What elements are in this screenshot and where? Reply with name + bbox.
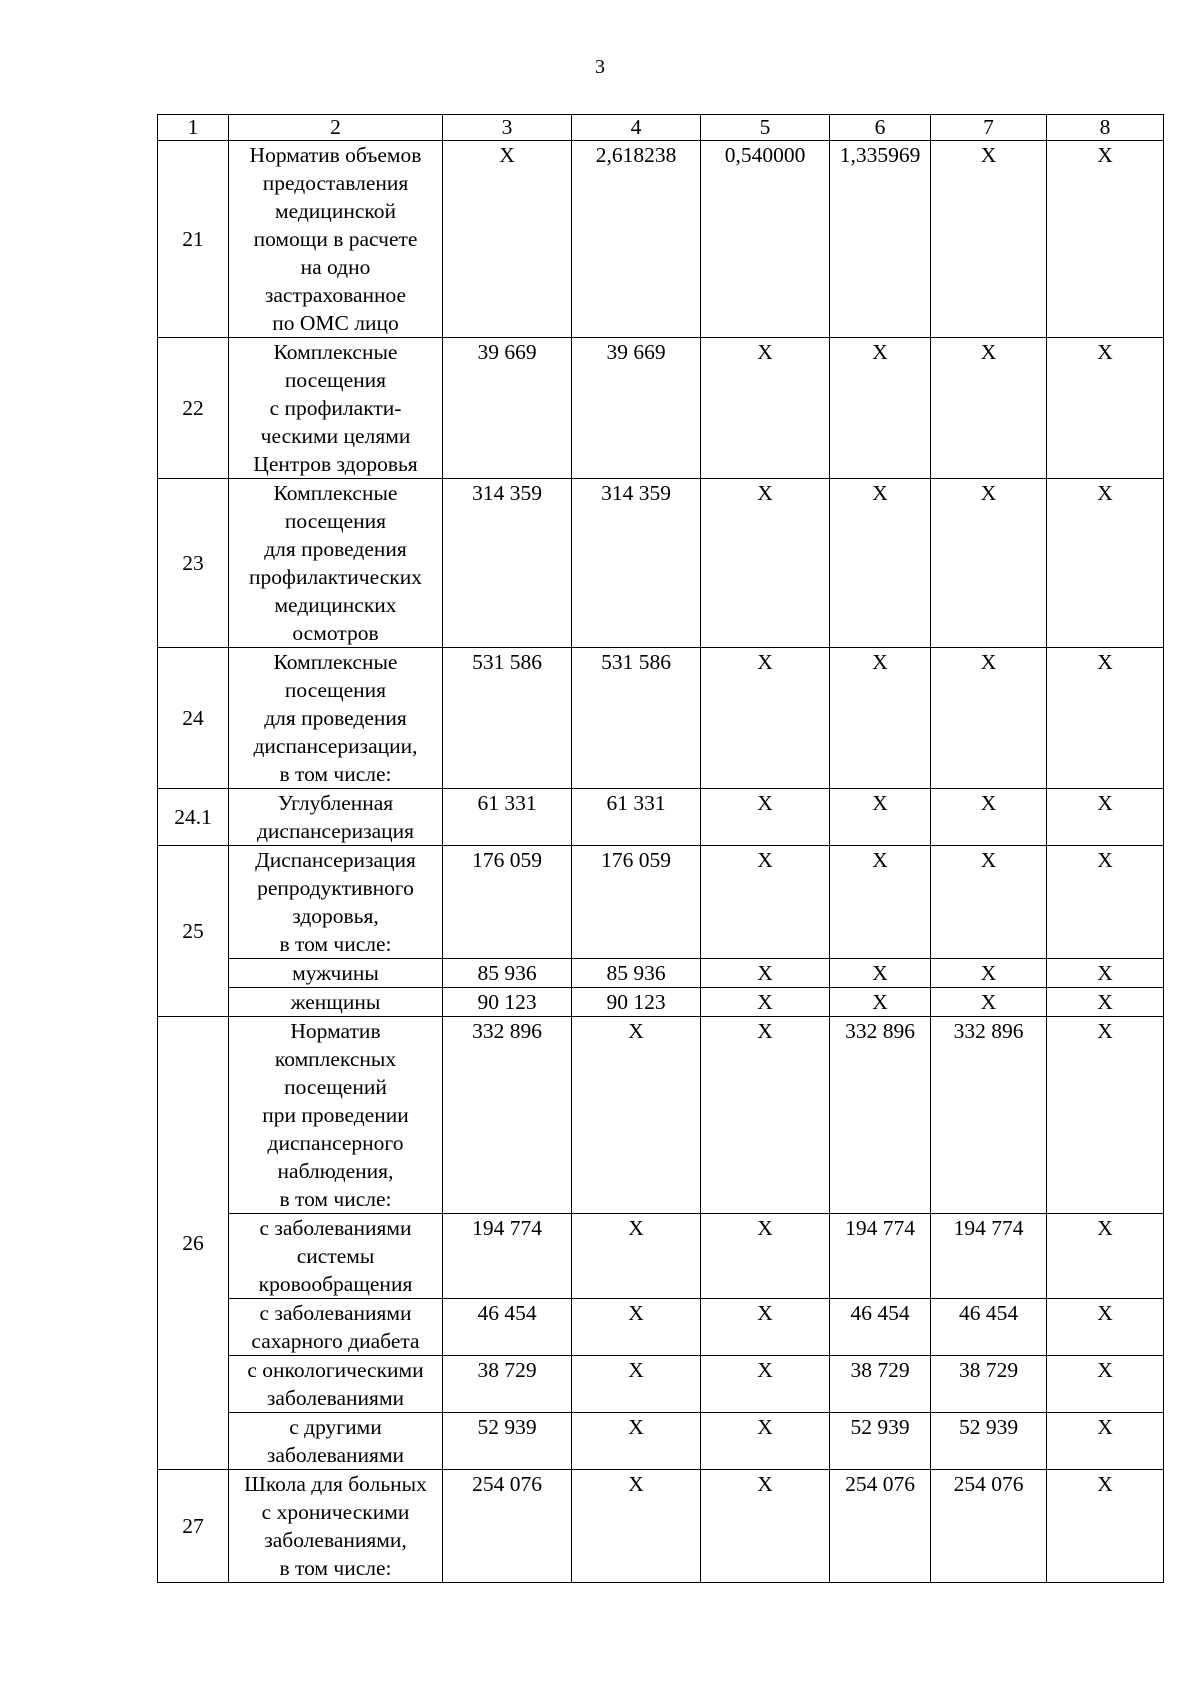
value-cell: X — [701, 1299, 830, 1356]
value-cell: 46 454 — [830, 1299, 931, 1356]
row-name: Норматив объемов предоставления медицинской помощи в расчете на одно застрахованное по ОМС лицо — [229, 141, 443, 338]
value-cell: X — [701, 1413, 830, 1470]
header-row — [158, 115, 1164, 141]
row-name: Диспансеризация репродуктивного здоровья, в том числе: — [229, 846, 443, 959]
value-cell: X — [1047, 648, 1164, 789]
value-cell: X — [931, 479, 1047, 648]
row-number: 24.1 — [158, 789, 229, 846]
table-row — [158, 1299, 1164, 1356]
value-cell: X — [1047, 959, 1164, 988]
value-cell: 85 936 — [572, 959, 701, 988]
row-name: Комплексные посещения для проведения диспансеризации, в том числе: — [229, 648, 443, 789]
header-cell: 2 — [229, 115, 443, 141]
row-number: 24 — [158, 648, 229, 789]
value-cell: X — [1047, 1299, 1164, 1356]
page-number: 3 — [595, 56, 605, 78]
value-cell: X — [701, 1356, 830, 1413]
value-cell: X — [931, 141, 1047, 338]
row-number: 25 — [158, 846, 229, 1017]
value-cell: 52 939 — [931, 1413, 1047, 1470]
value-cell: X — [931, 988, 1047, 1017]
value-cell: 332 896 — [931, 1017, 1047, 1214]
value-cell: 254 076 — [443, 1470, 572, 1583]
table-row — [158, 338, 1164, 479]
value-cell: 85 936 — [443, 959, 572, 988]
value-cell: X — [701, 648, 830, 789]
row-name: с онкологическими заболеваниями — [229, 1356, 443, 1413]
row-number: 27 — [158, 1470, 229, 1583]
table-row — [158, 141, 1164, 338]
header-cell: 8 — [1047, 115, 1164, 141]
value-cell: X — [701, 479, 830, 648]
value-cell: X — [1047, 1413, 1164, 1470]
value-cell: X — [701, 338, 830, 479]
header-cell: 7 — [931, 115, 1047, 141]
value-cell: 52 939 — [443, 1413, 572, 1470]
row-name: Комплексные посещения с профилакти- ческими целями Центров здоровья — [229, 338, 443, 479]
value-cell: X — [701, 1470, 830, 1583]
table-row — [158, 789, 1164, 846]
table-row — [158, 1356, 1164, 1413]
header-cell: 3 — [443, 115, 572, 141]
table-row — [158, 959, 1164, 988]
value-cell: 2,618238 — [572, 141, 701, 338]
value-cell: X — [572, 1299, 701, 1356]
value-cell: 0,540000 — [701, 141, 830, 338]
value-cell: X — [572, 1214, 701, 1299]
value-cell: 531 586 — [443, 648, 572, 789]
value-cell: 194 774 — [931, 1214, 1047, 1299]
value-cell: X — [830, 988, 931, 1017]
row-number: 23 — [158, 479, 229, 648]
value-cell: 39 669 — [443, 338, 572, 479]
value-cell: 39 669 — [572, 338, 701, 479]
table-row — [158, 1470, 1164, 1583]
table-row — [158, 1017, 1164, 1214]
value-cell: 38 729 — [443, 1356, 572, 1413]
value-cell: X — [931, 846, 1047, 959]
row-name: мужчины — [229, 959, 443, 988]
value-cell: X — [701, 988, 830, 1017]
value-cell: 332 896 — [443, 1017, 572, 1214]
value-cell: X — [1047, 1214, 1164, 1299]
table-row — [158, 846, 1164, 959]
value-cell: 52 939 — [830, 1413, 931, 1470]
value-cell: 194 774 — [830, 1214, 931, 1299]
value-cell: X — [572, 1413, 701, 1470]
table-row — [158, 1214, 1164, 1299]
row-number: 21 — [158, 141, 229, 338]
table-row — [158, 648, 1164, 789]
value-cell: 46 454 — [931, 1299, 1047, 1356]
value-cell: X — [830, 846, 931, 959]
value-cell: X — [1047, 1356, 1164, 1413]
value-cell: X — [701, 959, 830, 988]
value-cell: 176 059 — [572, 846, 701, 959]
value-cell: 254 076 — [830, 1470, 931, 1583]
value-cell: X — [1047, 789, 1164, 846]
value-cell: 90 123 — [572, 988, 701, 1017]
table-row — [158, 988, 1164, 1017]
value-cell: X — [701, 1017, 830, 1214]
row-name: с заболеваниями сахарного диабета — [229, 1299, 443, 1356]
value-cell: X — [830, 479, 931, 648]
value-cell: X — [830, 338, 931, 479]
row-name: женщины — [229, 988, 443, 1017]
header-cell: 5 — [701, 115, 830, 141]
norms-table — [157, 114, 1164, 1583]
value-cell: X — [931, 959, 1047, 988]
row-name: с заболеваниями системы кровообращения — [229, 1214, 443, 1299]
value-cell: 314 359 — [443, 479, 572, 648]
value-cell: X — [572, 1017, 701, 1214]
value-cell: 46 454 — [443, 1299, 572, 1356]
value-cell: X — [1047, 141, 1164, 338]
value-cell: 194 774 — [443, 1214, 572, 1299]
value-cell: X — [830, 959, 931, 988]
value-cell: X — [931, 648, 1047, 789]
value-cell: X — [1047, 1470, 1164, 1583]
value-cell: 254 076 — [931, 1470, 1047, 1583]
value-cell: 90 123 — [443, 988, 572, 1017]
value-cell: X — [830, 789, 931, 846]
value-cell: X — [931, 789, 1047, 846]
row-name: Комплексные посещения для проведения профилактических медицинских осмотров — [229, 479, 443, 648]
value-cell: 38 729 — [830, 1356, 931, 1413]
value-cell: X — [701, 846, 830, 959]
value-cell: X — [443, 141, 572, 338]
table-row — [158, 1413, 1164, 1470]
value-cell: X — [1047, 338, 1164, 479]
value-cell: X — [572, 1470, 701, 1583]
value-cell: 332 896 — [830, 1017, 931, 1214]
value-cell: 1,335969 — [830, 141, 931, 338]
value-cell: X — [830, 648, 931, 789]
row-name: Углубленная диспансеризация — [229, 789, 443, 846]
value-cell: 38 729 — [931, 1356, 1047, 1413]
value-cell: X — [1047, 479, 1164, 648]
value-cell: 176 059 — [443, 846, 572, 959]
row-name: Школа для больных с хроническими заболеваниями, в том числе: — [229, 1470, 443, 1583]
value-cell: X — [1047, 988, 1164, 1017]
row-name: с другими заболеваниями — [229, 1413, 443, 1470]
value-cell: X — [701, 1214, 830, 1299]
value-cell: 531 586 — [572, 648, 701, 789]
table-row — [158, 479, 1164, 648]
value-cell: X — [572, 1356, 701, 1413]
row-number: 26 — [158, 1017, 229, 1470]
header-cell: 4 — [572, 115, 701, 141]
header-cell: 6 — [830, 115, 931, 141]
row-number: 22 — [158, 338, 229, 479]
value-cell: X — [1047, 1017, 1164, 1214]
value-cell: X — [1047, 846, 1164, 959]
row-name: Норматив комплексных посещений при проведении диспансерного наблюдения, в том числе: — [229, 1017, 443, 1214]
value-cell: 61 331 — [443, 789, 572, 846]
value-cell: X — [931, 338, 1047, 479]
value-cell: X — [701, 789, 830, 846]
header-cell: 1 — [158, 115, 229, 141]
value-cell: 314 359 — [572, 479, 701, 648]
value-cell: 61 331 — [572, 789, 701, 846]
